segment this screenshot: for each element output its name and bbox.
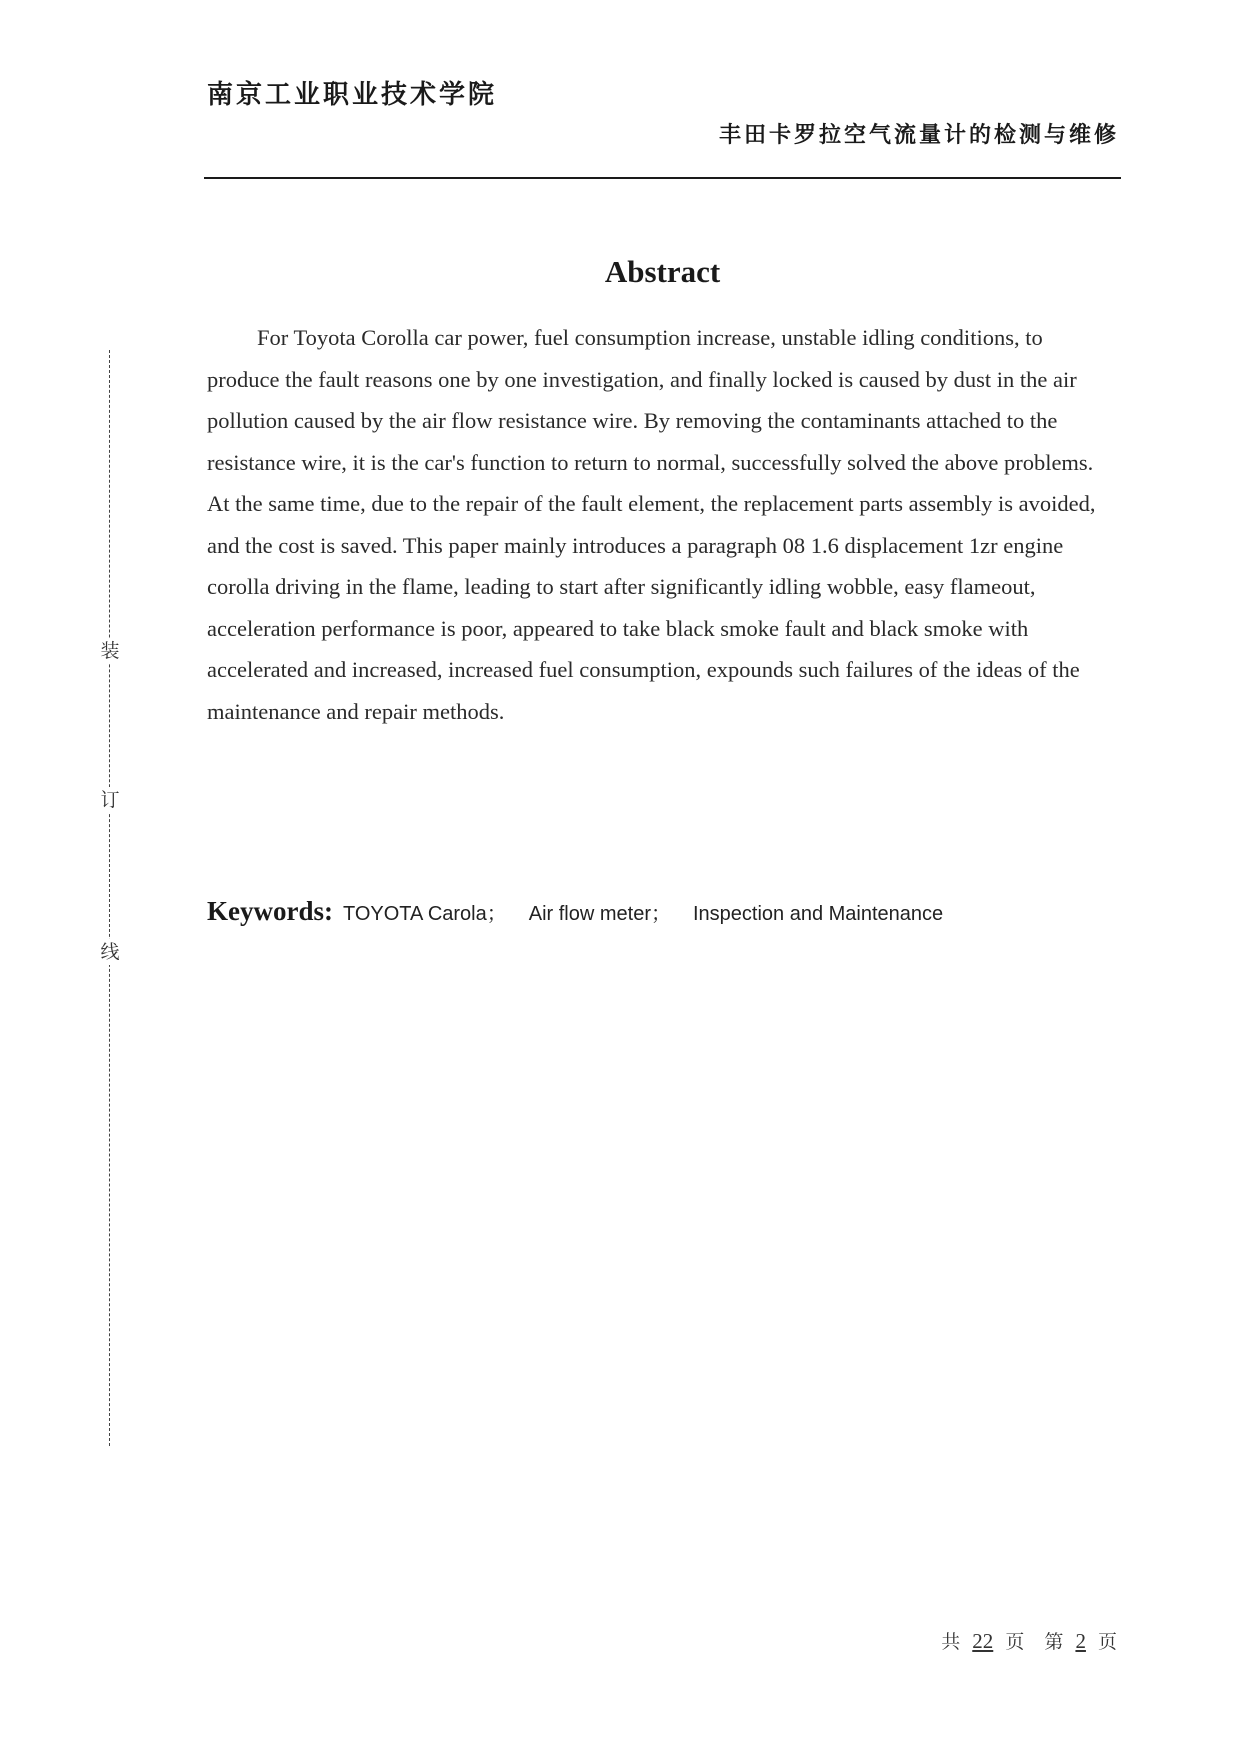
school-name: 南京工业职业技术学院	[207, 80, 498, 110]
binding-dashed-line	[109, 350, 110, 1446]
footer-current-page: 2	[1075, 1629, 1086, 1653]
page-footer	[941, 1627, 1117, 1654]
binding-char-zhuang: 装	[98, 638, 122, 664]
footer-total-pages: 22	[972, 1629, 994, 1653]
keyword-item: Inspection and Maintenance	[692, 903, 944, 925]
abstract-heading: Abstract	[604, 254, 721, 289]
keywords	[207, 896, 943, 927]
footer-total-prefix: 共	[941, 1631, 961, 1653]
keyword-item: Air flow meter；	[528, 903, 671, 925]
thesis-title: 丰田卡罗拉空气流量计的检测与维修	[718, 123, 1119, 148]
footer-page-word: 页	[1005, 1631, 1025, 1653]
keywords-label: Keywords:	[207, 896, 333, 926]
header-rule	[204, 177, 1121, 179]
binding-char-ding: 订	[98, 787, 122, 813]
footer-page-word: 页	[1097, 1631, 1117, 1653]
binding-char-xian: 线	[98, 939, 122, 965]
abstract-body: For Toyota Corolla car power, fuel consumption increase, unstable idling conditions, to produce the fault reasons one by one investigation, and finally locked is caused by dust in the air pollution caused by the air flow resistance wire. By removing the contaminants attached to the resistance wire, it is the car's function to return to normal, successfully solved the above problems. At the same time, due to the repair of the fault element, the replacement parts assembly is avoided, and the cost is saved. This paper mainly introduces a paragraph 08 1.6 displacement 1zr engine corolla driving in the flame, leading to start after significantly idling wobble, easy flameout, acceleration performance is poor, appeared to take black smoke fault and black smoke with accelerated and increased, increased fuel consumption, expounds such failures of the ideas of the maintenance and repair methods.	[207, 325, 1096, 724]
keyword-item: TOYOTA Carola；	[342, 903, 507, 925]
footer-current-prefix: 第	[1044, 1631, 1064, 1653]
